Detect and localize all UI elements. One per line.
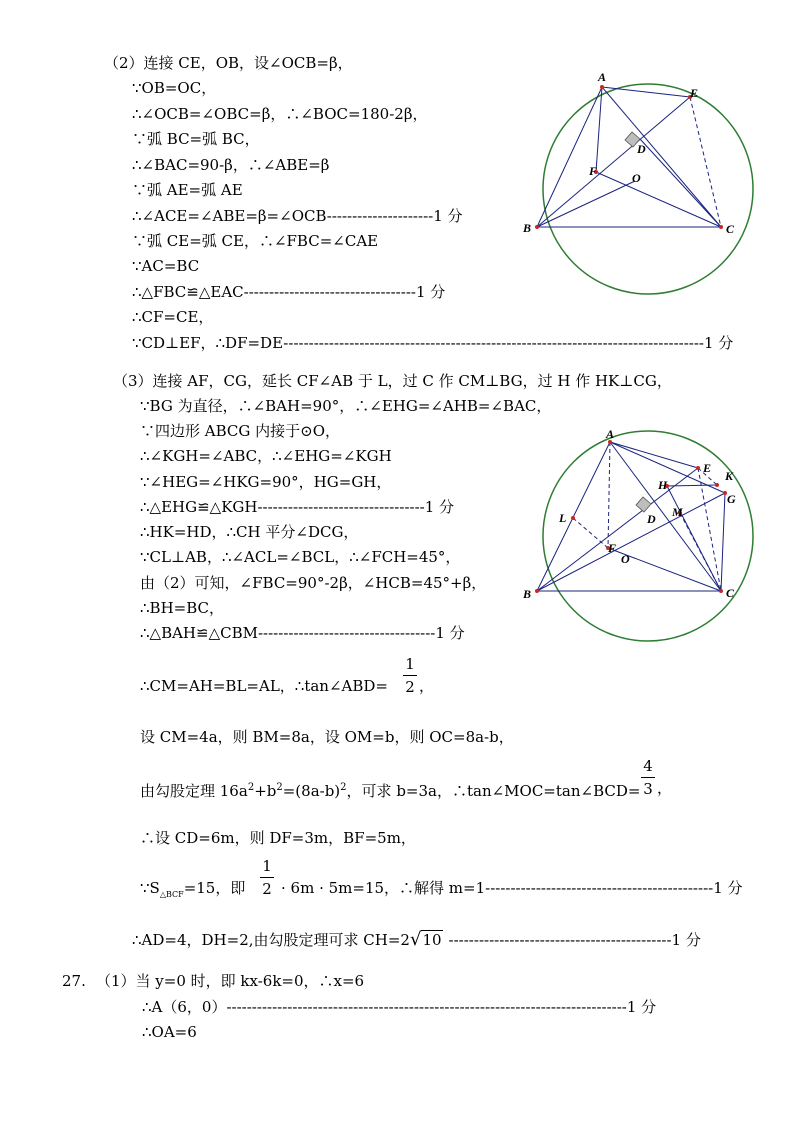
tan-abd-fraction — [403, 654, 417, 697]
fraction-bar — [403, 675, 417, 676]
figure-1-label-B: B — [523, 221, 532, 235]
part2-line-11: ∴CF=CE， — [132, 308, 214, 326]
tan-abd-numerator: 1 — [405, 655, 415, 673]
figure-1-label-D: D — [637, 142, 646, 156]
part2-line-2: ∵OB=OC， — [132, 79, 217, 97]
figure-2-label-F: F — [608, 541, 617, 555]
part2-line-12: ∵CD⊥EF，∴DF=DE-----------------------------------------------------------------------------------1 分 — [132, 334, 734, 352]
figure-1-label-C: C — [726, 222, 735, 236]
part3-line-7: ∴HK=HD，∴CH 平分∠DCG， — [140, 523, 359, 541]
figure-2 — [520, 428, 780, 660]
area-numerator: 1 — [262, 857, 272, 875]
figure-2-label-O: O — [621, 552, 630, 566]
ad-pre: ∴AD=4，DH=2,由勾股定理可求 CH= — [132, 931, 401, 949]
part2-line-3: ∴∠OCB=∠OBC=β，∴∠BOC=180-2β， — [132, 105, 428, 123]
pyth-sup-2: 2 — [276, 782, 283, 793]
part2-line-5: ∴∠BAC=90-β，∴∠ABE=β — [132, 156, 330, 174]
figure-1-label-F: F — [589, 164, 598, 178]
part3-line-4: ∴∠KGH=∠ABC，∴∠EHG=∠KGH — [140, 447, 392, 465]
q27-line-1: （1）当 y=0 时，即 kx-6k=0，∴x=6 — [96, 972, 365, 990]
sqrt-sign-icon: √ — [409, 929, 422, 950]
figure-2-right-angle — [636, 497, 651, 512]
q27-line-3: ∴OA=6 — [142, 1023, 197, 1041]
part3-line-3: ∵四边形 ABCG 内接于⊙O， — [140, 422, 340, 440]
figure-2-label-B: B — [523, 587, 532, 601]
figure-2-label-M: M — [672, 505, 683, 519]
ad-coef: 2 — [400, 931, 410, 949]
figure-1-label-A: A — [598, 70, 607, 84]
figure-2-label-K: K — [725, 469, 734, 483]
pyth-post: ，可求 b=3a，∴tan∠MOC=tan∠BCD= — [346, 782, 641, 800]
part2-line-10: ∴△FBC≌△EAC----------------------------------1 分 — [132, 283, 446, 301]
figure-2-label-H: H — [658, 478, 668, 492]
pyth-mid-2: =(8a-b) — [282, 782, 341, 800]
area-denominator: 2 — [262, 880, 272, 898]
fraction-bar — [641, 777, 655, 778]
figure-1-label-E: E — [690, 86, 699, 100]
tan-moc-numerator: 4 — [643, 757, 653, 775]
ad-radicand: 10 — [422, 931, 442, 949]
part2-line-9: ∵AC=BC — [132, 257, 200, 275]
fraction-bar — [260, 877, 274, 878]
q27-line-2: ∴A（6，0）-------------------------------------------------------------------------------1 分 — [142, 998, 657, 1016]
part3-line-1: （3）连接 AF，CG，延长 CF∠AB 于 L，过 C 作 CM⊥BG，过 H 作 HK⊥CG， — [113, 372, 672, 390]
part3-line-9: 由（2）可知，∠FBC=90°-2β，∠HCB=45°+β， — [140, 574, 487, 592]
figure-2-label-C: C — [726, 586, 735, 600]
part3-line-10: ∴BH=BC， — [140, 599, 224, 617]
set-cd-line: ∴设 CD=6m，则 DF=3m，BF=5m， — [140, 829, 416, 847]
figure-2-label-G: G — [727, 492, 736, 506]
figure-1 — [520, 64, 780, 296]
part3-line-5: ∵∠HEG=∠HKG=90°，HG=GH， — [140, 473, 392, 491]
figure-1-lines — [537, 87, 721, 227]
tan-abd-denominator: 2 — [405, 678, 415, 696]
set-cm-line: 设 CM=4a，则 BM=8a，设 OM=b，则 OC=8a-b， — [140, 728, 514, 746]
q27-number: 27. — [62, 972, 86, 990]
pythagoras-line — [140, 778, 640, 801]
pyth-mid: +b — [254, 782, 277, 800]
pyth-suffix: ， — [657, 779, 673, 797]
tan-abd-suffix: ， — [419, 677, 435, 695]
figure-2-label-E: E — [703, 461, 712, 475]
area-line-start — [140, 878, 245, 905]
figure-1-circle — [543, 84, 753, 294]
ad-line — [132, 930, 701, 950]
part3-line-2: ∵BG 为直径，∴∠BAH=90°，∴∠EHG=∠AHB=∠BAC， — [140, 397, 552, 415]
area-sub: △BCF — [159, 890, 184, 899]
tan-moc-denominator: 3 — [643, 780, 653, 798]
part2-line-8: ∵弧 CE=弧 CE，∴∠FBC=∠CAE — [132, 232, 379, 250]
area-mid: =15，即 — [183, 879, 246, 897]
tan-moc-fraction — [641, 756, 655, 799]
part3-line-11: ∴△BAH≌△CBM-----------------------------------1 分 — [140, 624, 465, 642]
part2-line-4: ∵弧 BC=弧 BC， — [132, 130, 260, 148]
figure-2-label-D: D — [647, 512, 656, 526]
figure-1-label-O: O — [632, 171, 641, 185]
tan-abd-prefix: ∴CM=AH=BL=AL，∴tan∠ABD= — [140, 677, 388, 695]
part2-line-7: ∴∠ACE=∠ABE=β=∠OCB---------------------1 分 — [132, 207, 463, 225]
part2-line-6: ∵弧 AE=弧 AE — [132, 181, 243, 199]
figure-2-label-L: L — [559, 511, 567, 525]
ad-post: --------------------------------------------1 分 — [448, 931, 701, 949]
part3-line-8: ∵CL⊥AB，∴∠ACL=∠BCL，∴∠FCH=45°， — [140, 548, 461, 566]
area-fraction — [260, 856, 274, 899]
pyth-sup-1: 2 — [247, 782, 255, 793]
figure-1-points — [535, 85, 723, 229]
figure-2-circle — [543, 431, 753, 641]
pyth-pre: 由勾股定理 16a — [140, 782, 248, 800]
pyth-sup-3: 2 — [340, 782, 347, 793]
part2-line-1: （2）连接 CE，OB，设∠OCB=β， — [104, 54, 353, 72]
area-post: · 6m · 5m=15，∴解得 m=1---------------------------------------------1 分 — [281, 879, 743, 897]
figure-2-label-A: A — [606, 428, 615, 441]
area-pre: ∵S — [140, 879, 160, 897]
part3-line-6: ∴△EHG≌△KGH---------------------------------1 分 — [140, 498, 455, 516]
